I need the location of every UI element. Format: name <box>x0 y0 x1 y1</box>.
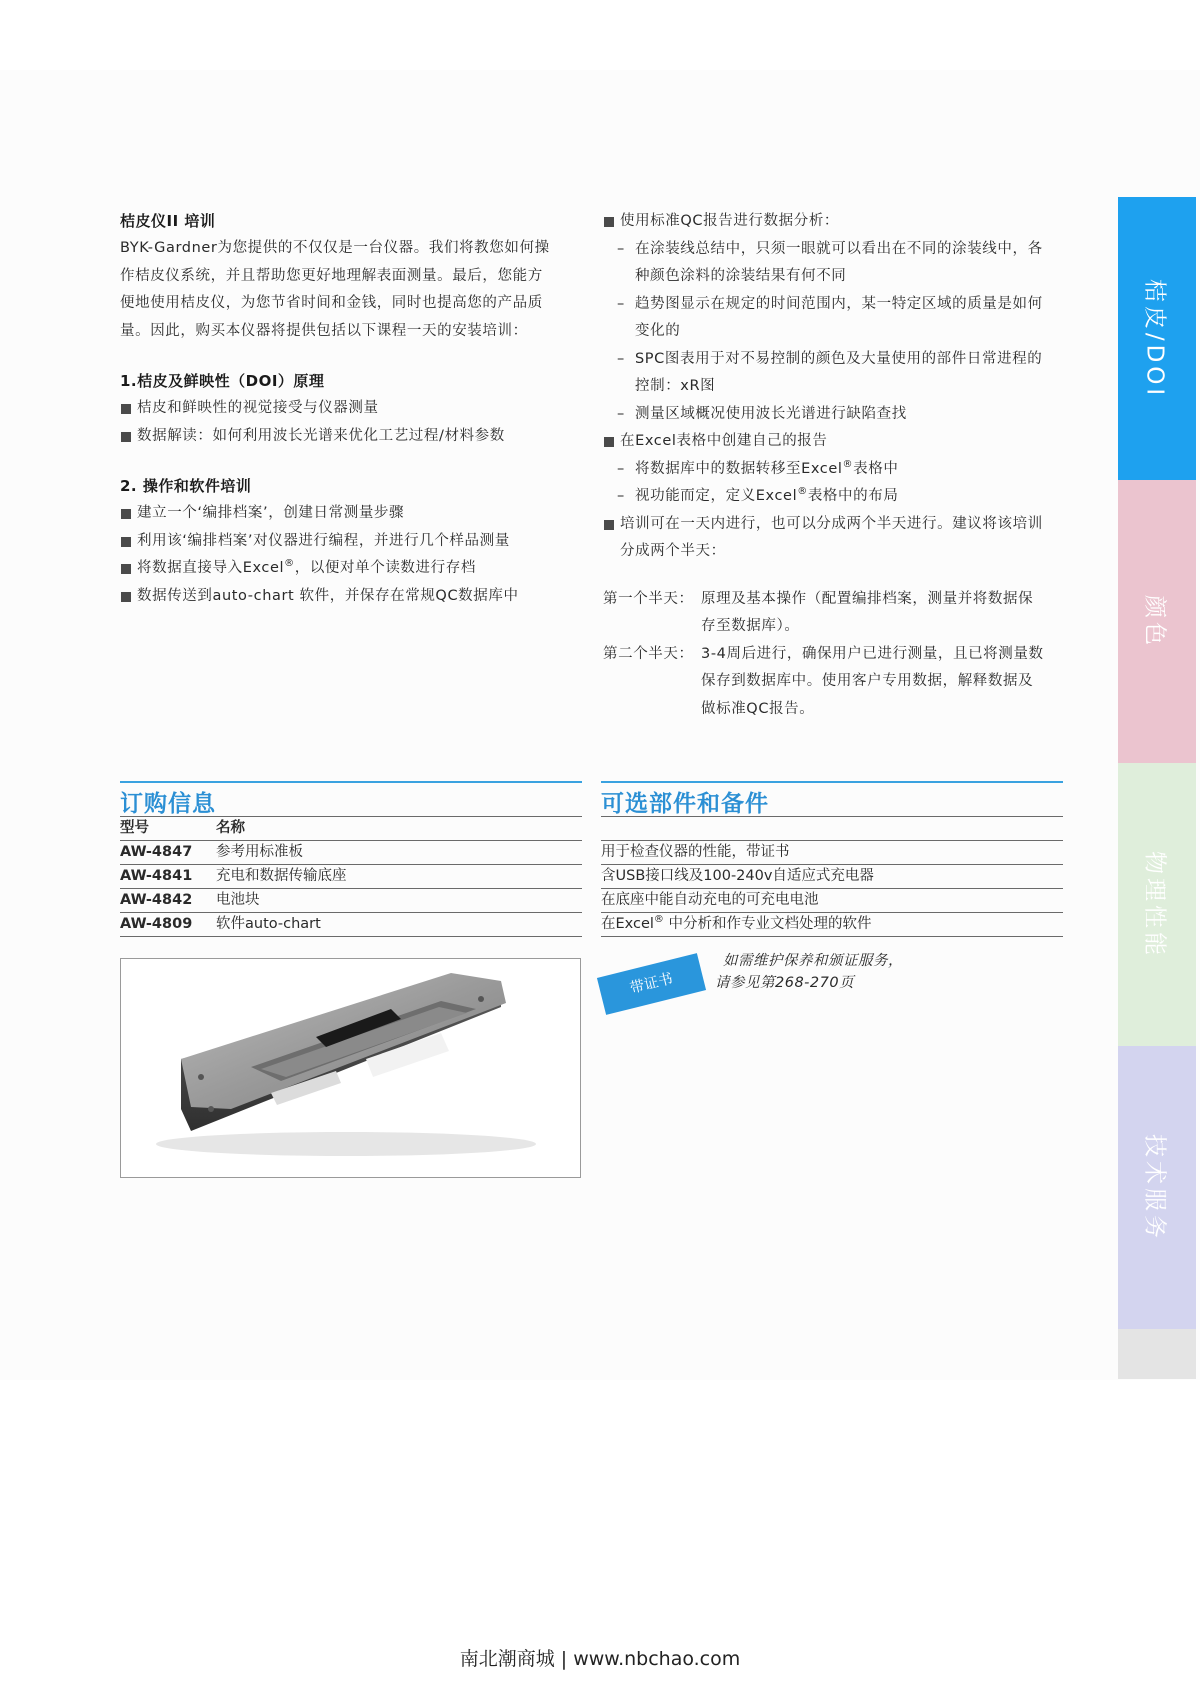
side-tab-service[interactable] <box>1118 1046 1196 1329</box>
training-title: 桔皮仪II 培训 <box>120 212 216 230</box>
table-row <box>601 889 1063 913</box>
qc-dash-4: – 测量区域概况使用波长光谱进行缺陷查找 <box>603 401 1088 429</box>
optional-desc: 含USB接口线及100-240v自适应式充电器 <box>601 868 874 884</box>
left-column <box>120 208 580 610</box>
service-note-line-1: 如需维护保养和颁证服务， <box>723 953 903 969</box>
product-name: 软件auto-chart <box>216 916 321 932</box>
intro-line-3: 便地使用桔皮仪，为您节省时间和金钱，同时也提高您的产品质 <box>120 295 543 311</box>
side-tab-physical[interactable] <box>1118 763 1196 1046</box>
section2-item-text: 将数据直接导入Excel <box>137 560 285 576</box>
table-row <box>601 865 1063 889</box>
section1-item: 桔皮和鲜映性的视觉接受与仪器测量 <box>120 395 580 423</box>
section2-item-excel <box>120 555 580 583</box>
product-name: 充电和数据传输底座 <box>216 868 347 884</box>
section2-item: 建立一个‘编排档案’，创建日常测量步骤 <box>120 500 580 528</box>
order-info-title: 订购信息 <box>120 791 216 817</box>
optional-table-header <box>601 817 1063 841</box>
optional-desc-a: 在Excel <box>601 916 654 932</box>
order-info-header <box>120 781 582 817</box>
optional-desc: 用于检查仪器的性能，带证书 <box>601 844 790 860</box>
section2-item: 利用该‘编排档案’对仪器进行编程，并进行几个样品测量 <box>120 528 580 556</box>
excel-dash-1-suffix: 表格中 <box>853 460 899 477</box>
optional-desc <box>601 913 872 936</box>
model-code: AW-4809 <box>120 916 193 932</box>
excel-dash-2-text: 视功能而定，定义Excel <box>635 488 798 504</box>
day2-block <box>603 641 1088 724</box>
side-tab-blank <box>1118 1329 1196 1379</box>
section2-item-suffix: ，以便对单个读数进行存档 <box>294 560 476 576</box>
table-row <box>120 841 582 865</box>
optional-parts-title: 可选部件和备件 <box>601 791 769 817</box>
excel-dash-1-text: 将数据库中的数据转移至Excel <box>635 460 843 477</box>
qc-dash-2: – 趋势图显示在规定的时间范围内，某一特定区域的质量是如何 <box>603 291 1088 319</box>
order-table-header <box>120 817 582 841</box>
train-bullet: 培训可在一天内进行，也可以分成两个半天进行。建议将该培训 <box>603 511 1088 539</box>
qc-dash-1-cont: 种颜色涂料的涂装结果有何不同 <box>635 268 847 284</box>
qc-dash-3-cont: 控制：xR图 <box>635 378 716 394</box>
section1-title: 1.桔皮及鲜映性（DOI）原理 <box>120 372 325 390</box>
excel-dash-1 <box>603 456 1088 484</box>
col-name: 名称 <box>216 820 245 836</box>
model-code: AW-4842 <box>120 892 193 908</box>
footer-site: 南北潮商城 | www.nbchao.com <box>459 1648 741 1670</box>
day2-text-3: 做标准QC报告。 <box>701 700 815 717</box>
certificate-badge: 带证书 <box>597 953 706 1015</box>
registered-mark: ® <box>284 558 295 570</box>
day2-label: 第二个半天： <box>603 645 694 662</box>
table-row <box>120 865 582 889</box>
train-bullet-cont: 分成两个半天： <box>620 543 726 559</box>
registered-mark: ® <box>842 458 854 470</box>
qc-dash-2-cont: 变化的 <box>635 323 681 339</box>
excel-dash-2-suffix: 表格中的布局 <box>807 488 899 504</box>
intro-line-4: 量。因此，购买本仪器将提供包括以下课程一天的安装培训： <box>120 322 528 339</box>
section1-item: 数据解读：如何利用波长光谱来优化工艺过程/材料参数 <box>120 423 580 451</box>
model-code: AW-4841 <box>120 868 193 884</box>
service-note-line-2: 请参见第268-270页 <box>715 975 855 991</box>
product-name: 电池块 <box>216 892 260 908</box>
side-tab-orange-peel[interactable] <box>1118 197 1196 480</box>
day1-label: 第一个半天： <box>603 590 694 607</box>
optional-desc-b: 中分析和作专业文档处理的软件 <box>668 916 872 932</box>
side-tab-label: 颜色 <box>1141 594 1168 649</box>
section2-title: 2. 操作和软件培训 <box>120 477 252 495</box>
table-row <box>120 913 582 937</box>
side-tab-color[interactable] <box>1118 480 1196 763</box>
side-tab-label: 桔皮/DOI <box>1141 278 1168 399</box>
product-image <box>120 958 581 1178</box>
qc-dash-3: – SPC图表用于对不易控制的颜色及大量使用的部件日常进程的 <box>603 346 1088 374</box>
order-table <box>120 817 582 937</box>
optional-parts-header <box>601 781 1063 817</box>
intro-line-1: BYK-Gardner为您提供的不仅仅是一台仪器。我们将教您如何操 <box>120 240 550 256</box>
model-code: AW-4847 <box>120 844 193 860</box>
intro-line-2: 作桔皮仪系统，并且帮助您更好地理解表面测量。最后，您能方 <box>120 267 543 284</box>
optional-desc: 在底座中能自动充电的可充电电池 <box>601 892 819 908</box>
day1-text-2: 存至数据库）。 <box>701 618 800 634</box>
registered-mark: ® <box>797 486 808 498</box>
right-column <box>603 208 1088 723</box>
excel-bullet: 在Excel表格中创建自己的报告 <box>603 428 1088 456</box>
registered-mark: ® <box>653 914 664 926</box>
col-model: 型号 <box>120 820 149 836</box>
day1-text-1: 原理及基本操作（配置编排档案，测量并将数据保 <box>701 590 1034 607</box>
day2-text-2: 保存到数据库中。使用客户专用数据，解释数据及 <box>701 673 1034 689</box>
table-row <box>120 889 582 913</box>
side-tab-label: 物理性能 <box>1141 850 1168 959</box>
excel-dash-2 <box>603 483 1088 511</box>
day2-text-1: 3-4周后进行，确保用户已进行测量，且已将测量数 <box>701 645 1044 662</box>
product-name: 参考用标准板 <box>216 844 303 860</box>
qc-bullet: 使用标准QC报告进行数据分析： <box>603 208 1088 236</box>
qc-dash-1: – 在涂装线总结中，只须一眼就可以看出在不同的涂装线中，各 <box>603 236 1088 264</box>
docking-station-illustration <box>121 959 580 1177</box>
side-tab-label: 技术服务 <box>1141 1133 1168 1242</box>
section2-item: 数据传送到auto-chart 软件，并保存在常规QC数据库中 <box>120 583 580 611</box>
day1-block <box>603 586 1088 641</box>
table-row <box>601 913 1063 937</box>
table-row <box>601 841 1063 865</box>
service-note <box>715 950 903 994</box>
optional-table <box>601 817 1063 937</box>
